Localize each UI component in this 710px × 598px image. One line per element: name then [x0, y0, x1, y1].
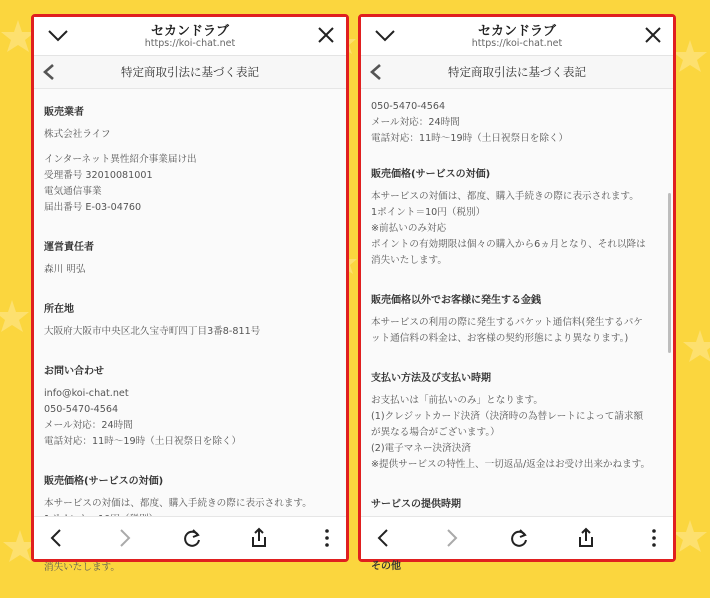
page-content[interactable] [34, 89, 346, 573]
site-title: セカンドラブ [150, 24, 229, 39]
text-line: 届出番号 E-03-04760 [44, 202, 142, 213]
info-section [371, 369, 659, 483]
text-line: info@koi-chat.net [44, 388, 129, 399]
text-line: 電話対応：11時〜19時（土日祝祭日を除く） [44, 436, 242, 447]
section-paragraph [44, 324, 332, 340]
section-title: サービスの提供時期 [371, 499, 461, 510]
page-content[interactable] [361, 89, 673, 572]
text-line: インターネット異性紹介事業届け出 [44, 154, 197, 165]
share-icon[interactable] [248, 527, 270, 549]
site-url: https://koi-chat.net [144, 38, 236, 49]
text-line: 電気通信事業 [44, 186, 102, 197]
section-paragraph [371, 315, 659, 347]
info-section [44, 300, 332, 350]
close-icon[interactable] [643, 25, 663, 45]
text-line: 株式会社ライフ [44, 129, 111, 140]
browser-toolbar [34, 516, 346, 559]
info-section [371, 557, 659, 582]
text-line: 1ポイント＝10円（税別） [371, 207, 486, 218]
text-line: が異なる場合がございます。） [371, 427, 500, 438]
section-title: 販売価格(サービスの対価) [44, 476, 164, 487]
section-paragraph [44, 152, 332, 216]
section-paragraph [44, 386, 332, 450]
text-line: 050-5470-4564 [371, 101, 446, 112]
section-title: 販売価格以外でお客様に発生する金銭 [371, 295, 541, 306]
browser-toolbar [361, 516, 673, 559]
section-paragraph [44, 262, 332, 278]
text-line: 受理番号 32010081001 [44, 170, 153, 181]
section-paragraph [371, 393, 659, 473]
text-line: (2)電子マネー決済決済 [371, 443, 471, 454]
section-title: 販売業者 [44, 107, 84, 118]
section-title: 所在地 [44, 304, 74, 315]
site-title: セカンドラブ [477, 24, 556, 39]
section-title: 運営責任者 [44, 242, 94, 253]
text-line: 050-5470-4564 [44, 404, 119, 415]
scrollbar[interactable] [668, 193, 671, 353]
section-title: 支払い方法及び支払い時期 [371, 373, 491, 384]
text-line: ※提供サービスの特性上、一切返品/返金はお受け出来かねます。 [371, 459, 651, 470]
text-line: 消失いたします。 [44, 562, 120, 573]
info-section [44, 362, 332, 460]
page-title: 特定商取引法に基づく表記 [121, 65, 259, 79]
text-line: 本サービスの対価は、都度、購入手続きの際に表示されます。 [44, 498, 312, 509]
section-title: その他 [371, 561, 401, 572]
site-url: https://koi-chat.net [471, 38, 563, 49]
text-line: 本サービスの利用の際に発生するパケット通信料(発生するパケ [371, 317, 643, 328]
browser-header [34, 17, 346, 56]
phone-screen-left [31, 14, 349, 573]
browser-header [361, 17, 673, 56]
nav-back-icon[interactable] [46, 527, 68, 549]
nav-forward-icon[interactable] [113, 527, 135, 549]
more-icon[interactable] [316, 527, 338, 549]
nav-back-icon[interactable] [373, 527, 395, 549]
page-header [34, 56, 346, 89]
share-icon[interactable] [575, 527, 597, 549]
intro-text [371, 99, 659, 147]
page-title: 特定商取引法に基づく表記 [448, 65, 586, 79]
text-line: 森川 明弘 [44, 264, 86, 275]
text-line: お支払いは「前払いのみ」となります。 [371, 395, 543, 406]
page-header [361, 56, 673, 89]
text-line: メール対応：24時間 [44, 420, 133, 431]
reload-icon[interactable] [508, 527, 530, 549]
section-title: 販売価格(サービスの対価) [371, 169, 491, 180]
text-line: (1)クレジットカード決済（決済時の為替レートによって請求額 [371, 411, 644, 422]
section-paragraph [44, 127, 332, 143]
text-line: 大阪府大阪市中央区北久宝寺町四丁目3番8-811号 [44, 326, 261, 337]
info-section [371, 165, 659, 279]
text-line: 本サービスの対価は、都度、購入手続きの際に表示されます。 [371, 191, 639, 202]
text-line: 消失いたします。 [371, 255, 447, 266]
section-title: お問い合わせ [44, 366, 104, 377]
reload-icon[interactable] [181, 527, 203, 549]
text-line: ※前払いのみ対応 [371, 223, 447, 234]
text-line: ット通信料の料金は、お客様の契約形態により異なります。) [371, 333, 629, 344]
info-section [44, 238, 332, 288]
nav-forward-icon[interactable] [440, 527, 462, 549]
text-line: メール対応：24時間 [371, 117, 460, 128]
section-paragraph [371, 189, 659, 269]
info-section [371, 291, 659, 357]
close-icon[interactable] [316, 25, 336, 45]
info-section [44, 103, 332, 226]
more-icon[interactable] [643, 527, 665, 549]
phone-screen-right [358, 14, 676, 572]
text-line: ポイントの有効期限は個々の購入から6ヵ月となり、それ以降は [371, 239, 646, 250]
text-line: 電話対応：11時〜19時（土日祝祭日を除く） [371, 133, 569, 144]
